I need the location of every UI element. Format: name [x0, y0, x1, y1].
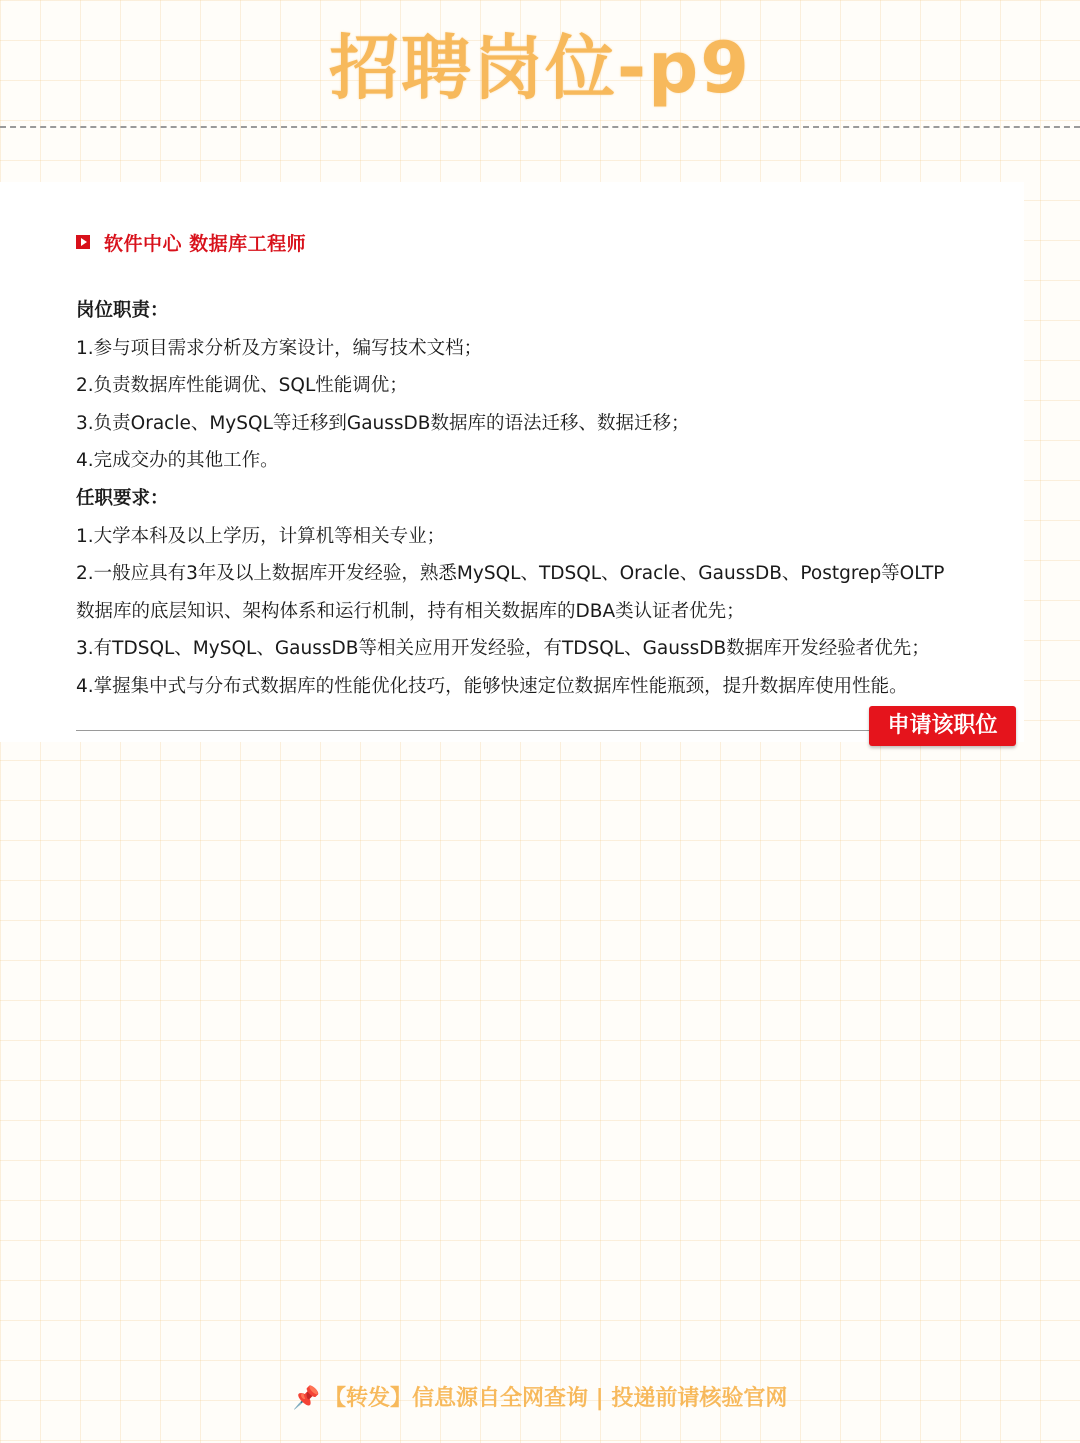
requirement-item: 3.有TDSQL、MySQL、GaussDB等相关应用开发经验，有TDSQL、GaussDB数据库开发经验者优先； — [76, 638, 930, 660]
pin-icon: 📌 — [292, 1386, 321, 1411]
apply-button[interactable]: 申请该职位 — [869, 706, 1016, 746]
footer-note — [0, 1382, 1080, 1416]
requirement-item: 2.一般应具有3年及以上数据库开发经验，熟悉MySQL、TDSQL、Oracle、GaussDB、Postgrep等OLTP — [76, 563, 945, 585]
responsibility-item: 3.负责Oracle、MySQL等迁移到GaussDB数据库的语法迁移、数据迁移； — [76, 412, 690, 434]
requirement-item: 数据库的底层知识、架构体系和运行机制，持有相关数据库的DBA类认证者优先； — [76, 600, 745, 622]
responsibility-item: 4.完成交办的其他工作。 — [76, 450, 279, 472]
job-header — [76, 230, 306, 254]
requirements-heading: 任职要求： — [76, 487, 169, 509]
responsibility-item: 1.参与项目需求分析及方案设计，编写技术文档； — [76, 337, 483, 359]
job-description — [76, 292, 1006, 706]
footer-text: 【转发】信息源自全网查询 | 投递前请核验官网 — [324, 1386, 788, 1411]
requirement-item: 1.大学本科及以上学历，计算机等相关专业； — [76, 525, 446, 547]
card-divider — [76, 730, 876, 731]
job-title: 软件中心 数据库工程师 — [104, 232, 307, 255]
play-icon — [76, 235, 90, 249]
responsibility-item: 2.负责数据库性能调优、SQL性能调优； — [76, 375, 408, 397]
requirement-item: 4.掌握集中式与分布式数据库的性能优化技巧，能够快速定位数据库性能瓶颈，提升数据库使用性能。 — [76, 675, 908, 697]
responsibilities-heading: 岗位职责： — [76, 300, 169, 321]
title-divider — [0, 126, 1080, 128]
page-title: 招聘岗位-p9 — [329, 27, 751, 109]
